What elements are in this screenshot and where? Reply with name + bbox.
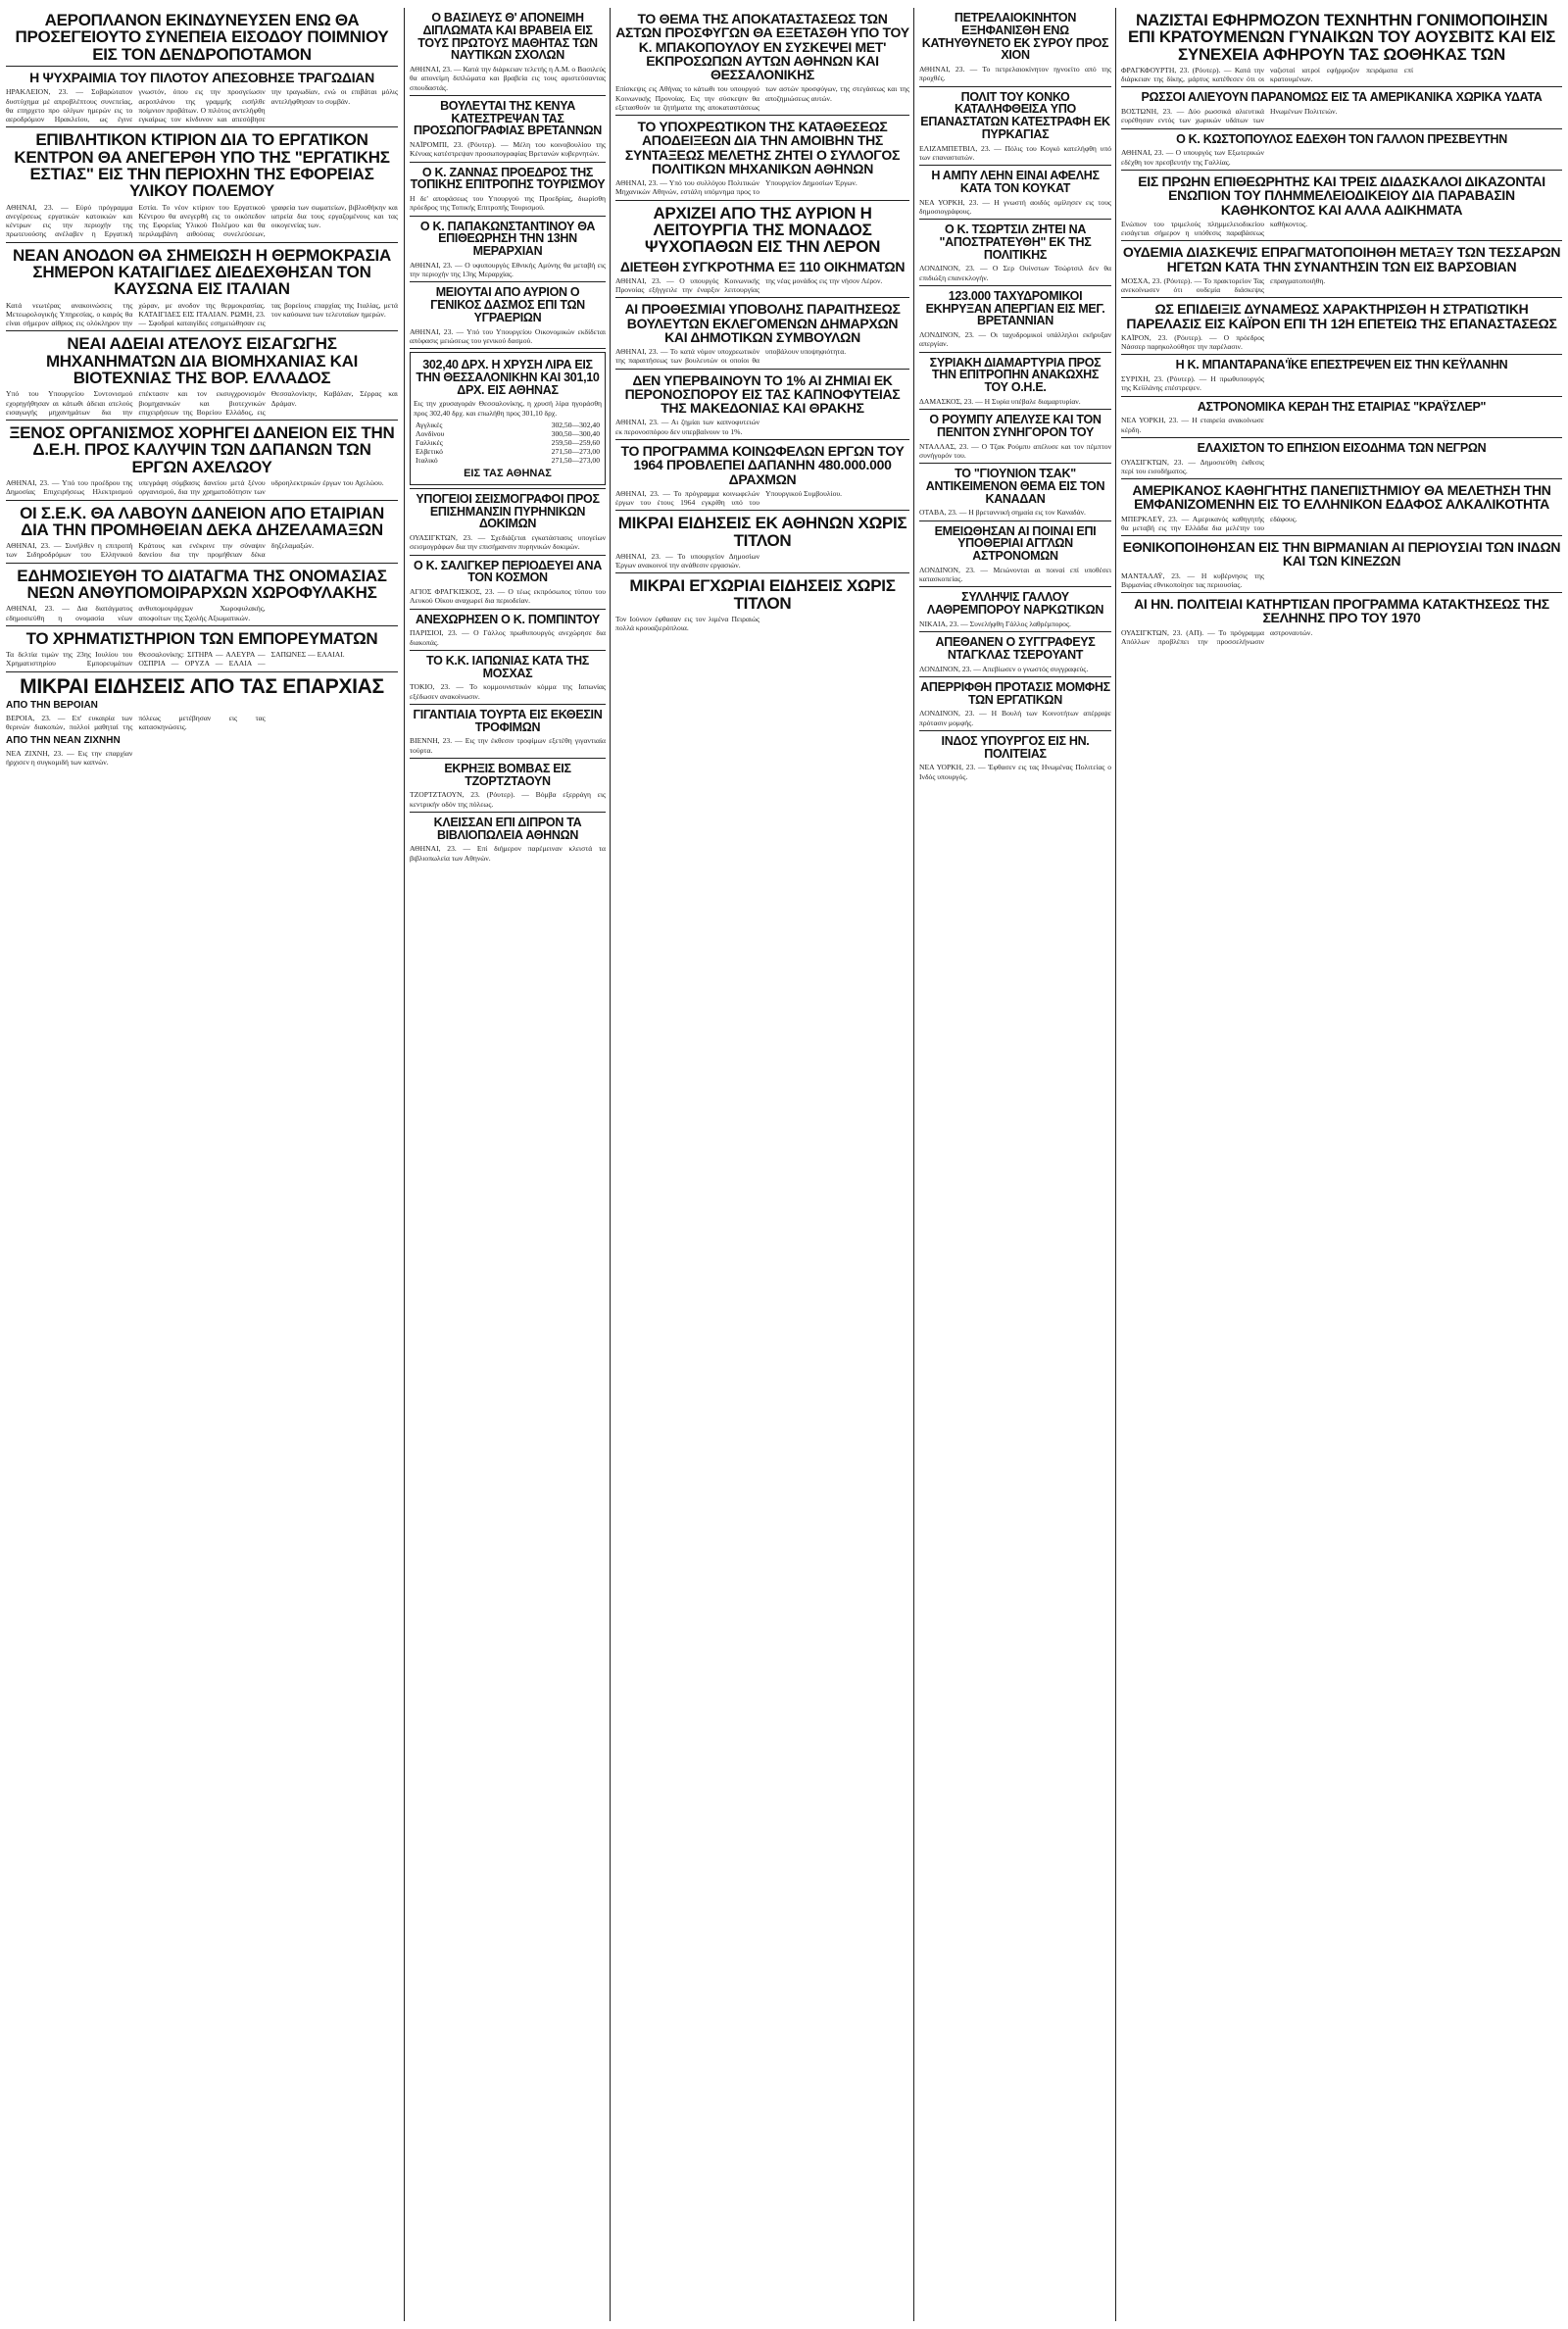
- rates-title: ΕΙΣ ΤΑΣ ΑΘΗΝΑΣ: [464, 467, 552, 479]
- table-row: [414, 429, 602, 438]
- article: [615, 444, 909, 507]
- article-body: ΟΥΑΣΙΓΚΤΩΝ, 23. — Σχεδιάζεται εγκατάστασις υπογείων σεισμογράφων δια την επισήμανσιν πυρηνικών δοκιμών.: [410, 533, 606, 552]
- article: [410, 12, 606, 92]
- headline: ΟΙ Σ.Ε.Κ. ΘΑ ΛΑΒΟΥΝ ΔΑΝΕΙΟΝ ΑΠΟ ΕΤΑΙΡΙΑΝ ΔΙΑ ΤΗΝ ΠΡΟΜΗΘΕΙΑΝ ΔΕΚΑ ΔΗΖΕΛΑΜΑΞΩΝ: [20, 503, 384, 539]
- headline: ΕΠΙΒΛΗΤΙΚΟΝ ΚΤΙΡΙΟΝ ΔΙΑ ΤΟ ΕΡΓΑΤΙΚΟΝ ΚΕΝΤΡΟΝ ΘΑ ΑΝΕΓΕΡΘΗ ΥΠΟ ΤΗΣ "ΕΡΓΑΤΙΚΗΣ ΕΣΤΙΑΣ" ΕΙΣ ΤΗΝ ΠΕΡΙΟΧΗΝ ΤΗΣ ΕΦΟΡΕΙΑΣ ΥΛΙΚΟΥ ΠΟΛΕΜΟΥ: [14, 130, 390, 201]
- headline: ΑΙ ΗΝ. ΠΟΛΙΤΕΙΑΙ ΚΑΤΗΡΤΙΣΑΝ ΠΡΟΓΡΑΜΜΑ ΚΑΤΑΚΤΗΣΕΩΣ ΤΗΣ ΣΕΛΗΝΗΣ ΠΡΟ ΤΟΥ 1970: [1134, 596, 1549, 626]
- column-2: [410, 8, 606, 2321]
- column-rule: [404, 8, 405, 2321]
- article-body: ΑΘΗΝΑΙ, 23. — Εύρύ πρόγραμμα ανεγέρσεως εργατικών κατοικιών και κέντρων εις την περιοχήν της πρωτευούσης ανέλαβεν η Εργατική Εστία. Το νέον κτίριον του Εργατικού Κέντρου θα ανεγερθή εις το οικόπεδον της Εφορείας Υλικού Πολέμου και θα περιλαμβάνη αιθούσας συνελεύσεων, γραφεία των σωματείων, βιβλιοθήκην και ιατρεία δια τους εργαζομένους και τας οικογενείας των.: [6, 202, 398, 239]
- article-body: Κατά νεωτέρας ανακοινώσεις της Μετεωρολογικής Υπηρεσίας, ο καιρός θα είναι σήμερον αίθριος εις ολόκληρον την χώραν, με ανοδον της θερμοκρασίας. ΚΑΤΑΙΓΙΔΕΣ ΕΙΣ ΙΤΑΛΙΑΝ. ΡΩΜΗ, 23. — Σφοδραί καταιγίδες εσημειώθησαν εις τας βορείους επαρχίας της Ιταλίας, μετά τον καύσωνα των τελευταίων ημερών.: [6, 300, 398, 328]
- article-body: ΑΘΗΝΑΙ, 23. — Υπό του Υπουργείου Οικονομικών εκδίδεται απόφασις μειώσεως του γενικού δασμού.: [410, 326, 606, 345]
- article: [1121, 359, 1562, 392]
- column-4: [919, 8, 1111, 2321]
- article: [1121, 483, 1562, 532]
- headline: ΟΥΔΕΜΙΑ ΔΙΑΣΚΕΨΙΣ ΕΠΡΑΓΜΑΤΟΠΟΙΗΘΗ ΜΕΤΑΞΥ ΤΩΝ ΤΕΣΣΑΡΩΝ ΗΓΕΤΩΝ ΚΑΤΑ ΤΗΝ ΣΥΝΑΝΤΗΣΙΝ ΤΩΝ ΕΙΣ ΒΑΡΣΟΒΙΑΝ: [1122, 244, 1561, 274]
- article-body: ΝΑΪΡΟΜΠΙ, 23. (Ρόυτερ). — Μέλη του κοινοβουλίου της Κένυας κατέστρεψαν προσωπογραφίας Βρετανών κυβερνητών.: [410, 140, 606, 159]
- article-body: Ενώπιον του τριμελούς πλημμελειοδικείου εισάγεται σήμερον η υπόθεσις παραβάσεως καθήκοντος.: [1121, 219, 1307, 238]
- article-body: ΒΟΣΤΩΝΗ, 23. — Δύο ρωσσικά αλιευτικά ευρέθησαν εντός των χωρικών υδάτων των Ηνωμένων Πολιτειών.: [1121, 107, 1338, 125]
- headline: ΤΟ "ΓΙΟΥΝΙΟΝ ΤΣΑΚ" ΑΝΤΙΚΕΙΜΕΝΟΝ ΘΕΜΑ ΕΙΣ ΤΟΝ ΚΑΝΑΔΑΝ: [925, 467, 1105, 506]
- article: [6, 247, 398, 328]
- article: [919, 91, 1111, 163]
- article: [919, 290, 1111, 349]
- article: [6, 12, 398, 124]
- article-body: ΝΕΑ ΥΟΡΚΗ, 23. — Η γνωστή αοιδός ομίλησεν εις τους δημοσιογράφους.: [919, 197, 1111, 216]
- article-body: ΤΟΚΙΟ, 23. — Το κομμουνιστικόν κόμμα της Ιαπωνίας εξέδωσεν ανακοίνωσιν.: [410, 682, 606, 701]
- article-body: ΠΑΡΙΣΙΟΙ, 23. — Ο Γάλλος πρωθυπουργός ανεχώρησε δια διακοπάς.: [410, 628, 606, 647]
- article: [410, 614, 606, 647]
- article-body: ΑΘΗΝΑΙ, 23. — Επί διήμερον παρέμειναν κλειστά τα βιβλιοπωλεία των Αθηνών.: [410, 844, 606, 863]
- headline: ΑΜΕΡΙΚΑΝΟΣ ΚΑΘΗΓΗΤΗΣ ΠΑΝΕΠΙΣΤΗΜΙΟΥ ΘΑ ΜΕΛΕΤΗΣΗ ΤΗΝ ΕΜΦΑΝΙΖΟΜΕΝΗΝ ΕΙΣ ΤΟ ΕΛΛΗΝΙΚΟΝ ΕΔΑΦΟΣ ΑΛΚΑΛΙΚΟΤΗΤΑ: [1132, 482, 1551, 513]
- article: [919, 170, 1111, 216]
- article-body: ΑΘΗΝΑΙ, 23. — Δια διατάγματος εδημοσιεύθη η ονομασία νέων ανθυπομοιράρχων Χωροφυλακής, αποφοίτων της Σχολής Αξιωματικών.: [6, 604, 266, 622]
- headline: ΣΥΛΛΗΨΙΣ ΓΑΛΛΟΥ ΛΑΘΡΕΜΠΟΡΟΥ ΝΑΡΚΩΤΙΚΩΝ: [926, 590, 1104, 617]
- article-body: ΝΕΑ ΥΟΡΚΗ, 23. — Η εταιρεία ανακοίνωσε κέρδη.: [1121, 416, 1264, 434]
- headline: 302,40 ΔΡΧ. Η ΧΡΥΣΗ ΛΙΡΑ ΕΙΣ ΤΗΝ ΘΕΣΣΑΛΟΝΙΚΗΝ ΚΑΙ 301,10 ΔΡΧ. ΕΙΣ ΑΘΗΝΑΣ: [416, 358, 600, 397]
- rate-value: 300,50—300,40: [551, 428, 600, 438]
- headline: ΝΕΑΙ ΑΔΕΙΑΙ ΑΤΕΛΟΥΣ ΕΙΣΑΓΩΓΗΣ ΜΗΧΑΝΗΜΑΤΩΝ ΔΙΑ ΒΙΟΜΗΧΑΝΙΑΣ ΚΑΙ ΒΙΟΤΕΧΝΙΑΣ ΤΗΣ ΒΟΡ. ΕΛΛΑΔΟΣ: [45, 334, 359, 387]
- article-body: Η δε' αποφάσεως του Υπουργού της Προεδρίας, διωρίσθη πρόεδρος της Τοπικής Επιτροπής Τουρισμού.: [410, 194, 606, 213]
- headline: ΑΣΤΡΟΝΟΜΙΚΑ ΚΕΡΔΗ ΤΗΣ ΕΤΑΙΡΙΑΣ "ΚΡΑΫΣΛΕΡ": [1197, 399, 1487, 414]
- section-label: ΑΠΟ ΤΗΝ ΝΕΑΝ ΖΙΧΝΗΝ: [6, 734, 121, 746]
- article-body: Επίσκεψις εις Αθήνας το κάτωθι του υπουργού Κοινωνικής Προνοίας. Εις την σύσκεψιν θα εξετασθούν τα ζητήματα της αποκαταστάσεως των αστών προσφύγων, της στεγάσεως και της αποζημιώσεως αυτών.: [615, 84, 909, 112]
- article-body: ΟΥΑΣΙΓΚΤΩΝ, 23. — Δημοσιεύθη έκθεσις περί του εισοδήματος.: [1121, 457, 1264, 475]
- article-body: ΤΖΟΡΤΖΤΑΟΥΝ, 23. (Ρόυτερ). — Βόμβα εξερράγη εις κεντρικήν οδόν της πόλεως.: [410, 790, 606, 809]
- article-body: ΑΘΗΝΑΙ, 23. — Ο υπουργός των Εξωτερικών εδέχθη τον πρεσβευτήν της Γαλλίας.: [1121, 148, 1264, 167]
- table-row: [414, 421, 602, 429]
- headline: ΜΙΚΡΑΙ ΕΓΧΩΡΙΑΙ ΕΙΔΗΣΕΙΣ ΧΩΡΙΣ ΤΙΤΛΟΝ: [629, 576, 896, 613]
- article: [6, 424, 398, 496]
- article: [615, 577, 909, 632]
- article-body: ΑΘΗΝΑΙ, 23. — Κατά την διάρκειαν τελετής η Α.Μ. ο Βασιλεύς θα απονείμη διπλώματα και βραβεία εις τους αριστεύσαντας σπουδαστάς.: [410, 65, 606, 92]
- article-body: ΛΟΝΔΙΝΟΝ, 23. — Απεβίωσεν ο γνωστός συγγραφεύς.: [919, 664, 1089, 673]
- headline: Η Κ. ΜΠΑΝΤΑΡΑΝΑ'ΪΚΕ ΕΠΕΣΤΡΕΨΕΝ ΕΙΣ ΤΗΝ ΚΕΫΛΑΝΗΝ: [1175, 358, 1508, 372]
- headline: ΥΠΟΓΕΙΟΙ ΣΕΙΣΜΟΓΡΑΦΟΙ ΠΡΟΣ ΕΠΙΣΗΜΑΝΣΙΝ ΠΥΡΗΝΙΚΩΝ ΔΟΚΙΜΩΝ: [416, 491, 600, 531]
- headline: ΩΣ ΕΠΙΔΕΙΞΙΣ ΔΥΝΑΜΕΩΣ ΧΑΡΑΚΤΗΡΙΣΘΗ Η ΣΤΡΑΤΙΩΤΙΚΗ ΠΑΡΕΛΑΣΙΣ ΕΙΣ ΚΑΪΡΟΝ ΕΠΙ ΤΗ 12Η ΕΠΕΤΕΙΩ ΤΗΣ ΕΠΑΝΑΣΤΑΣΕΩΣ: [1126, 301, 1557, 331]
- rate-name: Αγγλικές: [416, 420, 443, 429]
- headline: ΔΕΝ ΥΠΕΡΒΑΙΝΟΥΝ ΤΟ 1% ΑΙ ΖΗΜΙΑΙ ΕΚ ΠΕΡΟΝΟΣΠΟΡΟΥ ΕΙΣ ΤΑΣ ΚΑΠΝΟΦΥΤΕΙΑΣ ΤΗΣ ΜΑΚΕΔΟΝΙΑΣ ΚΑΙ ΘΡΑΚΗΣ: [624, 372, 901, 417]
- article: [410, 100, 606, 159]
- headline: ΤΟ ΠΡΟΓΡΑΜΜΑ ΚΟΙΝΩΦΕΛΩΝ ΕΡΓΩΝ ΤΟΥ 1964 ΠΡΟΒΛΕΠΕΙ ΔΑΠΑΝΗΝ 480.000.000 ΔΡΑΧΜΩΝ: [620, 442, 905, 487]
- article-body: ΒΙΕΝΝΗ, 23. — Εις την έκθεσιν τροφίμων εξετέθη γιγαντιαία τούρτα.: [410, 736, 606, 755]
- article-body: ΑΘΗΝΑΙ, 23. — Το υπουργείον Δημοσίων Έργων ανακοινοί την ανάθεσιν εργασιών.: [615, 551, 760, 570]
- article: [410, 167, 606, 213]
- headline: ΚΛΕΙΣΣΑΝ ΕΠΙ ΔΙΠΡΟΝ ΤΑ ΒΙΒΛΙΟΠΩΛΕΙΑ ΑΘΗΝΩΝ: [433, 815, 582, 842]
- headline: ΒΟΥΛΕΥΤΑΙ ΤΗΣ ΚΕΝΥΑ ΚΑΤΕΣΤΡΕΨΑΝ ΤΑΣ ΠΡΟΣΩΠΟΓΡΑΦΙΑΣ ΒΡΕΤΑΝΝΩΝ: [413, 98, 603, 138]
- headline: ΕΜΕΙΩΘΗΣΑΝ ΑΙ ΠΟΙΝΑΙ ΕΠΙ ΥΠΟΘΕΡΙΑΙ ΑΓΓΛΩΝ ΑΣΤΡΟΝΟΜΩΝ: [934, 523, 1097, 563]
- article-body: ΛΟΝΔΙΝΟΝ, 23. — Μειώνονται αι ποιναί επί υποθέσει κατασκοπείας.: [919, 565, 1111, 583]
- table-row: [414, 456, 602, 465]
- headline: Ο ΒΑΣΙΛΕΥΣ Θ' ΑΠΟΝΕΙΜΗ ΔΙΠΛΩΜΑΤΑ ΚΑΙ ΒΡΑΒΕΙΑ ΕΙΣ ΤΟΥΣ ΠΡΩΤΟΥΣ ΜΑΘΗΤΑΣ ΤΩΝ ΝΑΥΤΙΚΩΝ ΣΧΟΛΩΝ: [417, 11, 598, 63]
- article: [919, 468, 1111, 518]
- article: [410, 655, 606, 701]
- article: [919, 681, 1111, 727]
- headline: Ο Κ. ΣΑΛΙΓΚΕΡ ΠΕΡΙΟΔΕΥΕΙ ΑΝΑ ΤΟΝ ΚΟΣΜΟΝ: [414, 558, 602, 585]
- headline: ΕΚΡΗΞΙΣ ΒΟΜΒΑΣ ΕΙΣ ΤΖΟΡΤΖΤΑΟΥΝ: [444, 761, 571, 788]
- table-row: [414, 438, 602, 447]
- article: [410, 709, 606, 755]
- headline: Ο ΡΟΥΜΠΥ ΑΠΕΛΥΣΕ ΚΑΙ ΤΟΝ ΠΕΝΙΤΟΝ ΣΥΝΗΓΟΡΟΝ ΤΟΥ: [929, 413, 1102, 439]
- article: [410, 493, 606, 552]
- rate-name: Ιταλικό: [416, 455, 438, 465]
- rate-value: 271,50—273,00: [551, 446, 600, 456]
- gold-rates-box: [410, 352, 606, 485]
- headline: ΤΟ Κ.Κ. ΙΑΠΩΝΙΑΣ ΚΑΤΑ ΤΗΣ ΜΟΣΧΑΣ: [425, 653, 590, 680]
- article: [615, 120, 909, 197]
- headline: ΜΕΙΟΥΤΑΙ ΑΠΟ ΑΥΡΙΟΝ Ο ΓΕΝΙΚΟΣ ΔΑΣΜΟΣ ΕΠΙ ΤΩΝ ΥΓΡΑΕΡΙΩΝ: [430, 285, 585, 324]
- article-body: ΗΡΑΚΛΕΙΟΝ, 23. — Σοβαρώτατον δυστύχημα μέ απροβλέπτους συνεπείας, θα επηρχετο προ ολίγων ημερών εις το αεροδρόμιον Ηρακλείου, ως έγινε γνωστόν, όπου εις την προσγείωσιν αεροπλάνου της γραμμής εισήλθε ποίμνιον προβάτων. Ο πιλότος αντελήφθη εγκαίρως τον κίνδυνον και απεσόβησε την τραγωδίαν, ενώ οι επιβάται μόλις αντελήφθησαν το συμβάν.: [6, 87, 398, 124]
- article-body: ΝΕΑ ΖΙΧΝΗ, 23. — Εις την επαρχίαν ήρχισεν η συγκομιδή των καπνών.: [6, 748, 133, 767]
- article-body: ΒΕΡΟΙΑ, 23. — Επ' ευκαιρία των θερινών διακοπών, πολλοί μαθηταί της πόλεως μετέβησαν εις τας κατασκηνώσεις.: [6, 714, 266, 732]
- headline: ΕΔΗΜΟΣΙΕΥΘΗ ΤΟ ΔΙΑΤΑΓΜΑ ΤΗΣ ΟΝΟΜΑΣΙΑΣ ΝΕΩΝ ΑΝΘΥΠΟΜΟΙΡΑΡΧΩΝ ΧΩΡΟΦΥΛΑΚΗΣ: [17, 566, 387, 602]
- article: [6, 676, 398, 767]
- article-body: ΛΟΝΔΙΝΟΝ, 23. — Η Βουλή των Κοινοτήτων απέρριψε πρότασιν μομφής.: [919, 709, 1111, 727]
- headline: ΑΠΕΘΑΝΕΝ Ο ΣΥΓΓΡΑΦΕΥΣ ΝΤΑΓΚΛΑΣ ΤΣΕΡΟΥΑΝΤ: [935, 635, 1096, 662]
- headline: ΣΥΡΙΑΚΗ ΔΙΑΜΑΡΤΥΡΙΑ ΠΡΟΣ ΤΗΝ ΕΠΙΤΡΟΠΗΝ ΑΝΑΚΩΧΗΣ ΤΟΥ Ο.Η.Ε.: [929, 355, 1102, 394]
- subheadline: ΔΙΕΤΕΘΗ ΣΥΓΚΡΟΤΗΜΑ ΕΞ 110 ΟΙΚΗΜΑΤΩΝ: [619, 258, 906, 274]
- headline: Η ΑΜΠΥ ΛΕΗΝ ΕΙΝΑΙ ΑΦΕΛΗΣ ΚΑΤΑ ΤΟΝ ΚΟΥΚΑΤ: [931, 169, 1100, 195]
- article: [6, 131, 398, 238]
- article: [919, 525, 1111, 584]
- column-rule: [610, 8, 611, 2321]
- article: [1121, 91, 1562, 124]
- article-body: ΦΡΑΓΚΦΟΥΡΤΗ, 23. (Ρόυτερ). — Κατά την διάρκειαν της δίκης, μάρτυς κατέθεσεν ότι οι ναζισταί ιατροί εφήρμοζον πειράματα επί κρατουμένων.: [1121, 65, 1413, 84]
- article-body: ΑΘΗΝΑΙ, 23. — Αι ζημίαι των καπνοφυτειών εκ περονοσπόρου δεν υπερβαίνουν το 1%.: [615, 418, 760, 436]
- article-body: ΝΙΚΑΙΑ, 23. — Συνελήφθη Γάλλος λαθρέμπορος.: [919, 619, 1071, 628]
- article: [919, 12, 1111, 83]
- headline: Ο Κ. ΚΩΣΤΟΠΟΥΛΟΣ ΕΔΕΧΘΗ ΤΟΝ ΓΑΛΛΟΝ ΠΡΕΣΒΕΥΤΗΝ: [1176, 131, 1507, 146]
- article-body: ΛΟΝΔΙΝΟΝ, 23. — Ο Σερ Ουίνστων Τσώρτσιλ δεν θα επιδιώξη επανεκλογήν.: [919, 264, 1111, 282]
- article-body: ΔΑΜΑΣΚΟΣ, 23. — Η Συρία υπέβαλε διαμαρτυρίαν.: [919, 396, 1081, 406]
- rate-name: Λονδίνου: [416, 428, 445, 438]
- headline: ΠΟΛΙΤ ΤΟΥ ΚΟΝΚΟ ΚΑΤΑΛΗΦΘΕΙΣΑ ΥΠΟ ΕΠΑΝΑΣΤΑΤΩΝ ΚΑΤΕΣΤΡΑΦΗ ΕΚ ΠΥΡΚΑΓΙΑΣ: [920, 89, 1110, 141]
- headline: ΤΟ ΧΡΗΜΑΤΙΣΤΗΡΙΟΝ ΤΩΝ ΕΜΠΟΡΕΥΜΑΤΩΝ: [25, 628, 378, 648]
- headline: ΑΡΧΙΖΕΙ ΑΠΟ ΤΗΣ ΑΥΡΙΟΝ Η ΛΕΙΤΟΥΡΓΙΑ ΤΗΣ ΜΟΝΑΔΟΣ ΨΥΧΟΠΑΘΩΝ ΕΙΣ ΤΗΝ ΛΕΡΟΝ: [644, 203, 881, 257]
- article: [1121, 597, 1562, 646]
- article: [410, 763, 606, 809]
- headline: ΓΙΓΑΝΤΙΑΙΑ ΤΟΥΡΤΑ ΕΙΣ ΕΚΘΕΣΙΝ ΤΡΟΦΙΜΩΝ: [413, 707, 603, 734]
- article-body: Υπό του Υπουργείου Συντονισμού εχορηγήθησαν αι κάτωθι άδειαι ατελούς εισαγωγής μηχανημάτων δια την επέκτασιν και τον εκσυγχρονισμόν βιομηχανικών και βιοτεχνικών επιχειρήσεων της Βορείου Ελλάδος, εις Θεσσαλονίκην, Καβάλαν, Σέρρας και Δράμαν.: [6, 389, 398, 417]
- article: [1121, 442, 1562, 475]
- rate-value: 271,50—273,00: [551, 455, 600, 465]
- headline: ΑΝΕΧΩΡΗΣΕΝ Ο Κ. ΠΟΜΠΙΝΤΟΥ: [416, 612, 600, 626]
- article: [410, 817, 606, 863]
- rate-name: Ελβετικό: [416, 446, 443, 456]
- article: [919, 223, 1111, 282]
- column-3: [615, 8, 909, 2321]
- article: [6, 630, 398, 669]
- article-body: ΟΥΑΣΙΓΚΤΩΝ, 23. (ΑΠ). — Το πρόγραμμα Απόλλων προβλέπει την προσσελήνωσιν αστροναυτών.: [1121, 627, 1313, 646]
- article: [615, 515, 909, 570]
- article: [6, 505, 398, 560]
- article: [1121, 540, 1562, 589]
- section-label: ΑΠΟ ΤΗΝ ΒΕΡΟΙΑΝ: [6, 700, 98, 712]
- article: [615, 205, 909, 295]
- article: [919, 357, 1111, 407]
- article-body: ΜΟΣΧΑ, 23. (Ρόυτερ). — Το πρακτορείον Τας ανεκοίνωσεν ότι ουδεμία διάσκεψις επραγματοποιήθη.: [1121, 275, 1326, 295]
- headline: ΝΑΖΙΣΤΑΙ ΕΦΗΡΜΟΖΟΝ ΤΕΧΝΗΤΗΝ ΓΟΝΙΜΟΠΟΙΗΣΙΝ ΕΠΙ ΚΡΑΤΟΥΜΕΝΩΝ ΓΥΝΑΙΚΩΝ ΤΟΥ ΑΟΥΣΒΙΤΣ ΚΑΙ ΕΙΣ ΣΥΝΕΧΕΙΑ ΑΦΗΡΟΥΝ ΤΑΣ ΩΟΘΗΚΑΣ ΤΩΝ: [1127, 11, 1556, 64]
- article: [410, 221, 606, 279]
- headline: ΕΘΝΙΚΟΠΟΙΗΘΗΣΑΝ ΕΙΣ ΤΗΝ ΒΙΡΜΑΝΙΑΝ ΑΙ ΠΕΡΙΟΥΣΙΑΙ ΤΩΝ ΙΝΔΩΝ ΚΑΙ ΤΩΝ ΚΙΝΕΖΩΝ: [1122, 539, 1561, 570]
- headline: ΕΙΣ ΠΡΩΗΝ ΕΠΙΘΕΩΡΗΤΗΣ ΚΑΙ ΤΡΕΙΣ ΔΙΔΑΣΚΑΛΟΙ ΔΙΚΑΖΟΝΤΑΙ ΕΝΩΠΙΟΝ ΤΟΥ ΠΛΗΜΜΕΛΕΙΟΔΙΚΕΙΟΥ ΔΙΑ ΠΑΡΑΒΑΣΙΝ ΚΑΘΗΚΟΝΤΟΣ ΚΑΙ ΑΛΛΑ ΑΔΙΚΗΜΑΤΑ: [1138, 173, 1545, 218]
- article-body: ΜΑΝΤΑΛΑΫ, 23. — Η κυβέρνησις της Βιρμανίας εθνικοποίησε τας περιουσίας.: [1121, 570, 1264, 589]
- article-body: ΜΠΕΡΚΛΕΫ, 23. — Αμερικανός καθηγητής θα μεταβή εις την Ελλάδα δια μελέτην του εδάφους.: [1121, 514, 1298, 532]
- article: [919, 636, 1111, 673]
- headline: ΑΙ ΠΡΟΘΕΣΜΙΑΙ ΥΠΟΒΟΛΗΣ ΠΑΡΑΙΤΗΣΕΩΣ ΒΟΥΛΕΥΤΩΝ ΕΚΛΕΓΟΜΕΝΩΝ ΔΗΜΑΡΧΩΝ ΚΑΙ ΔΗΜΟΤΙΚΩΝ ΣΥΜΒΟΥΛΩΝ: [624, 301, 901, 345]
- article-body: ΚΑΪΡΟΝ, 23. (Ρόυτερ). — Ο πρόεδρος Νάσσερ παρηκολούθησε την παρέλασιν.: [1121, 332, 1264, 352]
- article: [410, 560, 606, 606]
- article: [1121, 302, 1562, 351]
- article: [615, 302, 909, 365]
- article: [1121, 133, 1562, 167]
- headline: 123.000 ΤΑΧΥΔΡΟΜΙΚΟΙ ΕΚΗΡΥΞΑΝ ΑΠΕΡΓΙΑΝ ΕΙΣ ΜΕΓ. ΒΡΕΤΑΝΝΙΑΝ: [925, 288, 1105, 328]
- column-5: [1121, 8, 1562, 2321]
- headline: ΠΕΤΡΕΛΑΙΟΚΙΝΗΤΟΝ ΕΞΗΦΑΝΙΣΘΗ ΕΝΩ ΚΑΤΗΥΘΥΝΕΤΟ ΕΚ ΣΥΡΟΥ ΠΡΟΣ ΧΙΟΝ: [921, 11, 1109, 63]
- headline: ΡΩΣΣΟΙ ΑΛΙΕΥΟΥΝ ΠΑΡΑΝΟΜΩΣ ΕΙΣ ΤΑ ΑΜΕΡΙΚΑΝΙΚΑ ΧΩΡΙΚΑ ΥΔΑΤΑ: [1141, 90, 1543, 105]
- article: [6, 335, 398, 417]
- headline: ΙΝΔΟΣ ΥΠΟΥΡΓΟΣ ΕΙΣ ΗΝ. ΠΟΛΙΤΕΙΑΣ: [941, 733, 1090, 761]
- column-rule: [913, 8, 914, 2321]
- headline: ΑΕΡΟΠΛΑΝΟΝ ΕΚΙΝΔΥΝΕΥΣΕΝ ΕΝΩ ΘΑ ΠΡΟΣΕΓΕΙΟΥΤΟ ΣΥΝΕΠΕΙΑ ΕΙΣΟΔΟΥ ΠΟΙΜΝΙΟΥ ΕΙΣ ΤΟΝ ΔΕΝΔΡΟΠΟΤΑΜΟΝ: [15, 11, 389, 64]
- article-body: ΑΘΗΝΑΙ, 23. — Ο υφυπουργός Εθνικής Αμύνης θα μεταβή εις την περιοχήν της 13ης Μεραρχίας.: [410, 260, 606, 278]
- headline: Ο Κ. ΤΣΩΡΤΣΙΛ ΖΗΤΕΙ ΝΑ "ΑΠΟΣΤΡΑΤΕΥΘΗ" ΕΚ ΤΗΣ ΠΟΛΙΤΙΚΗΣ: [939, 223, 1092, 262]
- article-body: ΛΟΝΔΙΝΟΝ, 23. — Οι ταχυδρομικοί υπάλληλοι εκήρυξαν απεργίαν.: [919, 330, 1111, 349]
- article-body: ΕΛΙΖΑΜΠΕΤΒΙΛ, 23. — Πόλις του Κογκό κατελήφθη υπό των επαναστατών.: [919, 143, 1111, 162]
- article-body: ΑΘΗΝΑΙ, 23. — Συνήλθεν η επιτροπή των Σιδηροδρόμων του Ελληνικού Κράτους και ενέκρινε την σύναψιν δανείου δια την προμήθειαν δέκα δηζελαμαξών.: [6, 541, 314, 560]
- rates-table: [414, 421, 602, 465]
- article: [410, 286, 606, 345]
- headline: ΝΕΑΝ ΑΝΟΔΟΝ ΘΑ ΣΗΜΕΙΩΣΗ Η ΘΕΡΜΟΚΡΑΣΙΑ ΣΗΜΕΡΟΝ ΚΑΤΑΙΓΙΔΕΣ ΔΙΕΔΕΧΘΗΣΑΝ ΤΟΝ ΚΑΥΣΩΝΑ ΕΙΣ ΙΤΑΛΙΑΝ: [13, 245, 391, 299]
- article: [919, 735, 1111, 781]
- rate-value: 259,50—259,60: [551, 437, 600, 447]
- article-body: ΝΕΑ ΥΟΡΚΗ, 23. — Έφθασεν εις τας Ηνωμένας Πολιτείας ο Ινδός υπουργός.: [919, 763, 1111, 781]
- article: [1121, 174, 1562, 237]
- table-row: [414, 447, 602, 456]
- article: [919, 414, 1111, 460]
- article: [6, 568, 398, 622]
- column-rule: [1115, 8, 1116, 2321]
- headline: ΤΟ ΘΕΜΑ ΤΗΣ ΑΠΟΚΑΤΑΣΤΑΣΕΩΣ ΤΩΝ ΑΣΤΩΝ ΠΡΟΣΦΥΓΩΝ ΘΑ ΕΞΕΤΑΣΘΗ ΥΠΟ ΤΟΥ Κ. ΜΠΑΚΟΠΟΥΛΟΥ ΕΝ ΣΥΣΚΕΨΕΙ ΜΕΤ' ΕΚΠΡΟΣΩΠΩΝ ΑΥΤΩΝ ΑΘΗΝΩΝ ΚΑΙ ΘΕΣΣΑΛΟΝΙΚΗΣ: [615, 11, 909, 83]
- article-body: ΑΘΗΝΑΙ, 23. — Το πρόγραμμα κοινωφελών έργων του έτους 1964 εγκρίθη υπό του Υπουργικού Συμβουλίου.: [615, 488, 843, 508]
- headline: ΜΙΚΡΑΙ ΕΙΔΗΣΕΙΣ ΑΠΟ ΤΑΣ ΕΠΑΡΧΙΑΣ: [20, 674, 384, 698]
- headline: Ο Κ. ΖΑΝΝΑΣ ΠΡΟΕΔΡΟΣ ΤΗΣ ΤΟΠΙΚΗΣ ΕΠΙΤΡΟΠΗΣ ΤΟΥΡΙΣΜΟΥ: [410, 165, 606, 192]
- rate-name: Γαλλικές: [416, 437, 443, 447]
- rate-value: 302,50—302,40: [551, 420, 600, 429]
- column-1: [6, 8, 398, 2321]
- headline: ΕΛΑΧΙΣΤΟΝ ΤΟ ΕΠΗΣΙΟΝ ΕΙΣΟΔΗΜΑ ΤΩΝ ΝΕΓΡΩΝ: [1197, 440, 1487, 455]
- headline: ΤΟ ΥΠΟΧΡΕΩΤΙΚΟΝ ΤΗΣ ΚΑΤΑΘΕΣΕΩΣ ΑΠΟΔΕΙΞΕΩΝ ΔΙΑ ΤΗΝ ΑΜΟΙΒΗΝ ΤΗΣ ΣΥΝΤΑΞΕΩΣ ΜΕΛΕΤΗΣ ΖΗΤΕΙ Ο ΣΥΛΛΟΓΟΣ ΠΟΛΙΤΙΚΩΝ ΜΗΧΑΝΙΚΩΝ ΑΘΗΝΩΝ: [624, 119, 901, 176]
- article: [615, 373, 909, 436]
- headline: ΞΕΝΟΣ ΟΡΓΑΝΙΣΜΟΣ ΧΟΡΗΓΕΙ ΔΑΝΕΙΟΝ ΕΙΣ ΤΗΝ Δ.Ε.Η. ΠΡΟΣ ΚΑΛΥΨΙΝ ΤΩΝ ΔΑΠΑΝΩΝ ΤΩΝ ΕΡΓΩΝ ΑΧΕΛΩΟΥ: [9, 423, 395, 476]
- article: [919, 591, 1111, 628]
- article-body: ΟΤΑΒΑ, 23. — Η βρεταννική σημαία εις τον Καναδάν.: [919, 508, 1086, 518]
- article-body: ΑΘΗΝΑΙ, 23. — Το κατά νόμον υποχρεωτικόν της παραιτήσεως των βουλευτών οι οποίοι θα υποβάλουν υποψηφιότητα.: [615, 347, 847, 366]
- article-body: ΑΘΗΝΑΙ, 23. — Ο υπουργός Κοινωνικής Προνοίας εξήγγειλε την έναρξιν λειτουργίας της νέας μονάδος εις την νήσον Λέρον.: [615, 275, 883, 295]
- article: [1121, 401, 1562, 434]
- article-body: ΣΥΡΙΧΗ, 23. (Ρόυτερ). — Η πρωθυπουργός της Κεϋλάνης επέστρεψεν.: [1121, 374, 1264, 393]
- article-body: Τα δελτία τιμών της 23ης Ιουλίου του Χρηματιστηρίου Εμπορευμάτων Θεσσαλονίκης: ΣΙΤΗΡΑ — ΑΛΕΥΡΑ — ΟΣΠΡΙΑ — ΟΡΥΖΑ — ΕΛΑΙΑ — ΣΑΠΩΝΕΣ — ΕΛΑΙΑΙ.: [6, 650, 345, 669]
- article-body: ΝΤΑΛΛΑΣ, 23. — Ο Τζακ Ρούμπυ απέλυσε και τον πέμπτον συνήγορόν του.: [919, 441, 1111, 460]
- article-body: Τον Ιούνιον έφθασαν εις τον λιμένα Πειραιώς πολλά κρουαζιερόπλοια.: [615, 615, 760, 633]
- subheadline: Η ΨΥΧΡΑΙΜΙΑ ΤΟΥ ΠΙΛΟΤΟΥ ΑΠΕΣΟΒΗΣΕ ΤΡΑΓΩΔΙΑΝ: [29, 69, 374, 85]
- article: [1121, 12, 1562, 83]
- headline: Ο Κ. ΠΑΠΑΚΩΝΣΤΑΝΤΙΝΟΥ ΘΑ ΕΠΙΘΕΩΡΗΣΗ ΤΗΝ 13ΗΝ ΜΕΡΑΡΧΙΑΝ: [419, 219, 596, 258]
- article: [1121, 245, 1562, 294]
- headline: ΜΙΚΡΑΙ ΕΙΔΗΣΕΙΣ ΕΚ ΑΘΗΝΩΝ ΧΩΡΙΣ ΤΙΤΛΟΝ: [617, 514, 907, 550]
- article-body: ΑΘΗΝΑΙ, 23. — Υπό του προέδρου της Δημοσίας Επιχειρήσεως Ηλεκτρισμού υπεγράφη σύμβασις δανείου μετά ξένου οργανισμού, δια την χρηματοδότησιν των υδροηλεκτρικών έργων του Αχελώου.: [6, 478, 384, 497]
- article-body: ΑΘΗΝΑΙ, 23. — Το πετρελαιοκίνητον ηγνοείτο από της προχθές.: [919, 65, 1111, 83]
- article-body: ΑΘΗΝΑΙ, 23. — Υπό του συλλόγου Πολιτικών Μηχανικών Αθηνών, εστάλη υπόμνημα προς το Υπουργείον Δημοσίων Έργων.: [615, 178, 858, 197]
- article-body: Εις την χρυσαγοράν Θεσσαλονίκης, η χρυσή λίρα ηγοράσθη προς 302,40 δρχ. και επωλήθη προς 301,10 δρχ.: [414, 399, 602, 418]
- article: [615, 12, 909, 112]
- article-body: ΑΓΙΟΣ ΦΡΑΓΚΙΣΚΟΣ, 23. — Ο τέως εκπρόσωπος τύπου του Λευκού Οίκου αναχωρεί δια περιοδείαν.: [410, 587, 606, 606]
- headline: ΑΠΕΡΡΙΦΘΗ ΠΡΟΤΑΣΙΣ ΜΟΜΦΗΣ ΤΩΝ ΕΡΓΑΤΙΚΩΝ: [920, 679, 1110, 707]
